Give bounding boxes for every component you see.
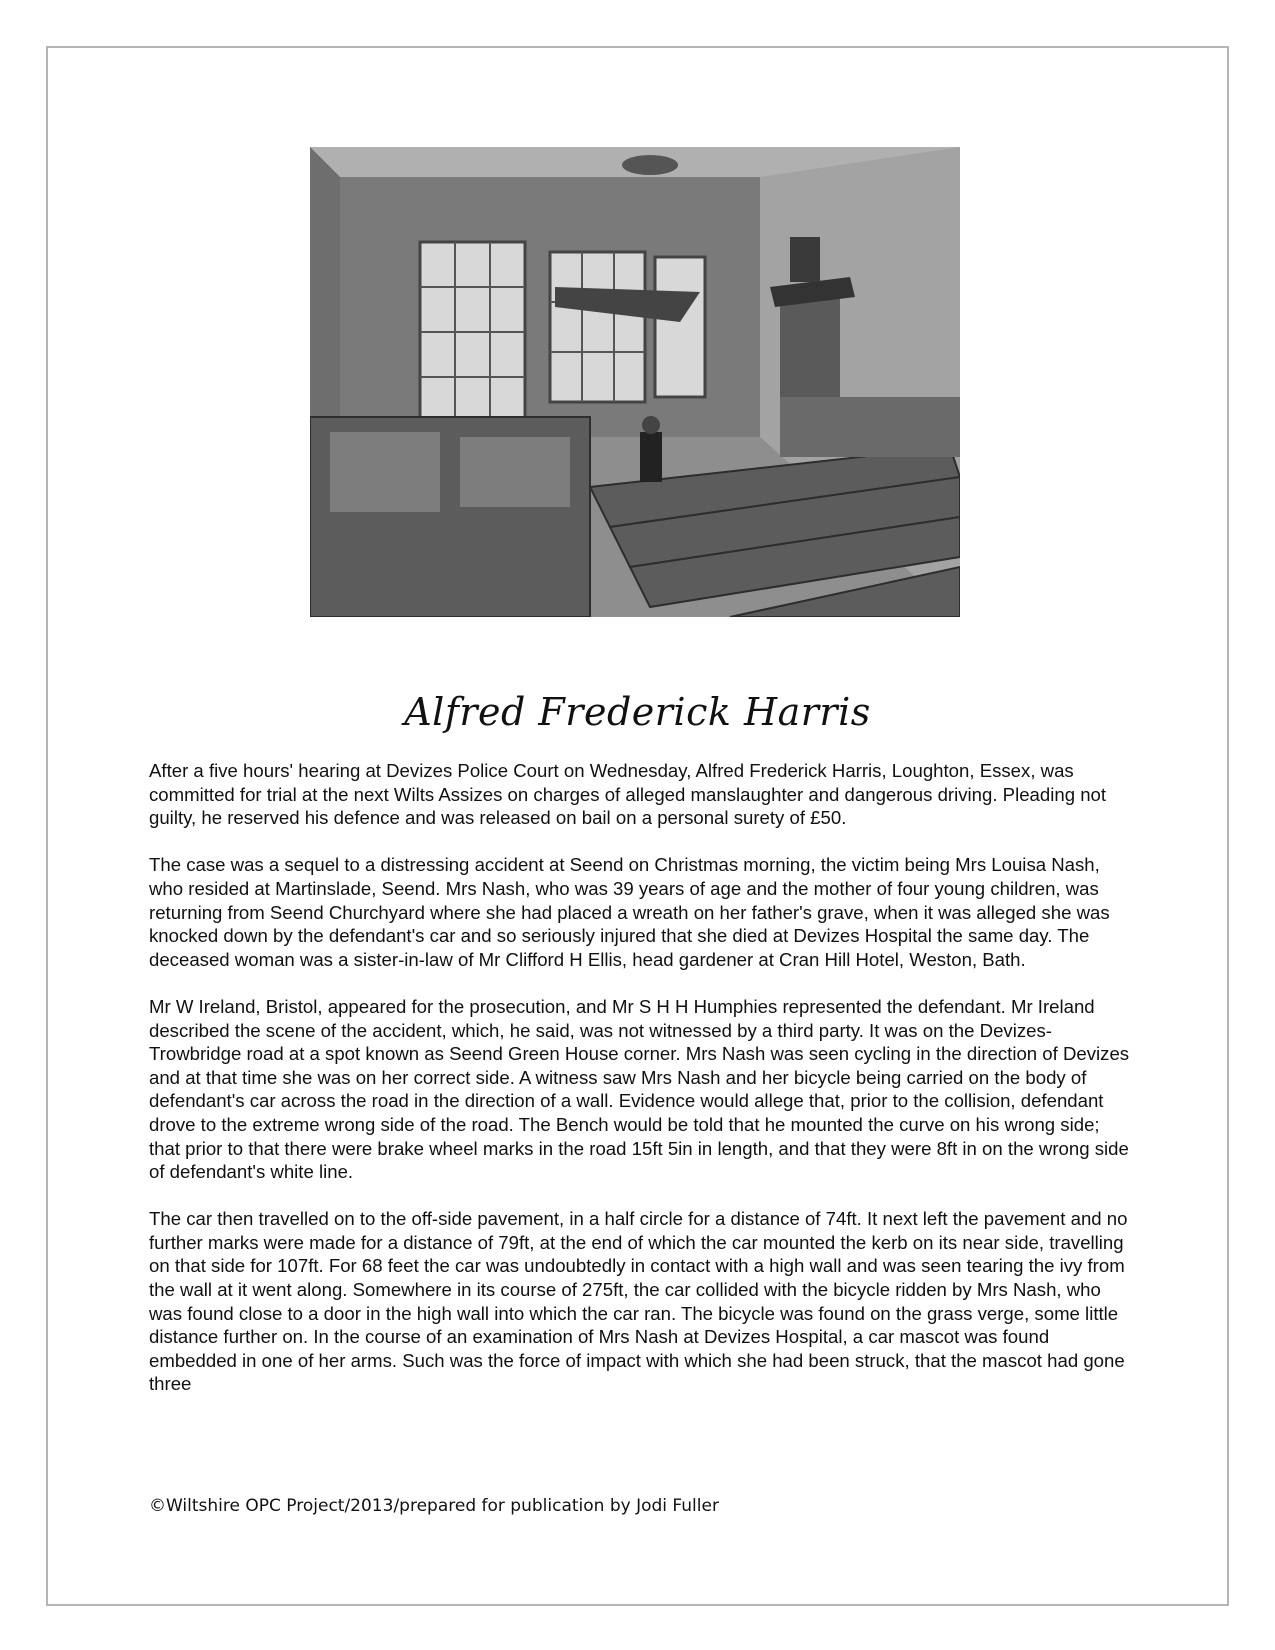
- paragraph-3: Mr W Ireland, Bristol, appeared for the prosecution, and Mr S H H Humphies represented the defendant. Mr Ireland described the scene of the accident, which, he said, was not witnessed by a third party. It was on the Devizes-Trowbridge road at a spot known as Seend Green House corner. Mrs Nash was seen cycling in the direction of Devizes and at that time she was on her correct side. A witness saw Mrs Nash and her bicycle being carried on the body of defendant's car across the road in the direction of a wall. Evidence would allege that, prior to the collision, defendant drove to the extreme wrong side of the road. The Bench would be told that he mounted the curve on his wrong side; that prior to that there were brake wheel marks in the road 15ft 5in in length, and that they were 8ft in on the wrong side of defendant's white line.: [149, 995, 1130, 1183]
- copyright-footer: ©Wiltshire OPC Project/2013/prepared for publication by Jodi Fuller: [149, 1496, 719, 1516]
- courtroom-photo-drawing: [310, 147, 960, 617]
- paragraph-1: After a five hours' hearing at Devizes Police Court on Wednesday, Alfred Frederick Harris, Loughton, Essex, was committed for trial at the next Wilts Assizes on charges of alleged manslaughter and dangerous driving. Pleading not guilty, he reserved his defence and was released on bail on a personal surety of £50.: [149, 760, 1107, 829]
- paragraph-2: The case was a sequel to a distressing accident at Seend on Christmas morning, the victim being Mrs Louisa Nash, who resided at Martinslade, Seend. Mrs Nash, who was 39 years of age and the mother of four young children, was returning from Seend Churchyard where she had placed a wreath on her father's grave, when it was alleged she was knocked down by the defendant's car and so seriously injured that she died at Devizes Hospital the same day. The deceased woman was a sister-in-law of Mr Clifford H Ellis, head gardener at Cran Hill Hotel, Weston, Bath.: [149, 854, 1110, 970]
- paragraph-4: The car then travelled on to the off-side pavement, in a half circle for a distance of 74ft. It next left the pavement and no further marks were made for a distance of 79ft, at the end of which the car mounted the kerb on its near side, travelling on that side for 107ft. For 68 feet the car was undoubtedly in contact with a high wall and was seen tearing the ivy from the wall at it went along. Somewhere in its course of 275ft, the car collided with the bicycle ridden by Mrs Nash, who was found close to a door in the high wall into which the car ran. The bicycle was found on the grass verge, some little distance further on. In the course of an examination of Mrs Nash at Devizes Hospital, a car mascot was found embedded in one of her arms. Such was the force of impact with which she had been struck, that the mascot had gone three: [149, 1208, 1128, 1395]
- article-body: [149, 759, 1134, 1420]
- document-title: Alfred Frederick Harris: [404, 690, 871, 734]
- courtroom-photo: [310, 147, 960, 617]
